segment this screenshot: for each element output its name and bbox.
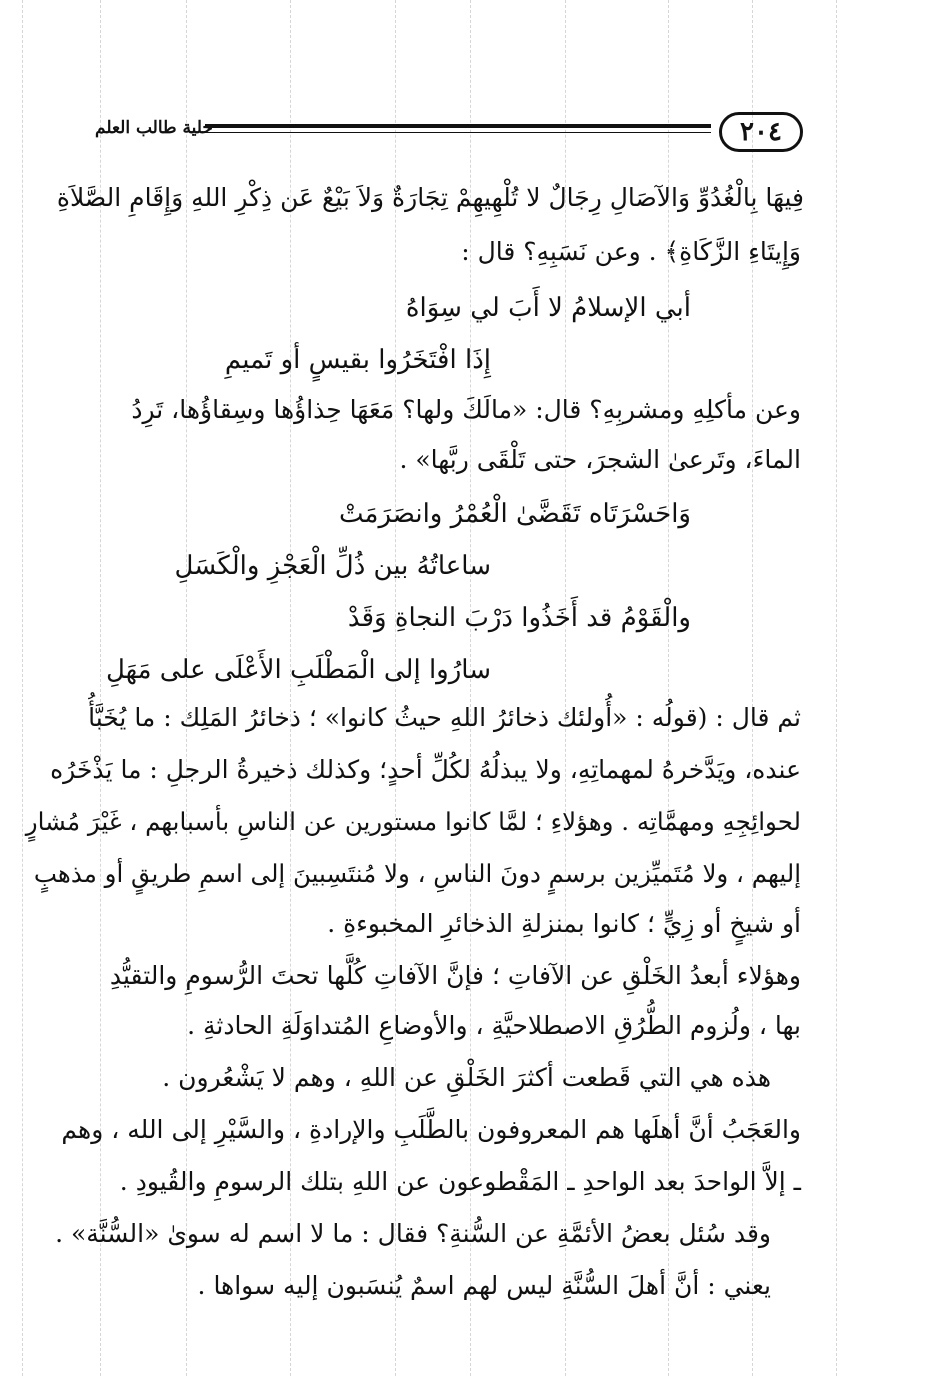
text-line: الماءَ، وتَرعىٰ الشجرَ، حتى تَلْقَى ربَّها» .	[399, 445, 801, 474]
text-line: وعن مأكلِهِ ومشربِهِ؟ قال: «مالَكَ ولها؟ مَعَهَا حِذاؤُها وسِقاؤُها، تَرِدُ	[131, 395, 801, 424]
verse-line: سارُوا إلى الْمَطْلَبِ الأَعْلَى على مَهَلِ	[105, 655, 491, 685]
text-line: لحوائِجِهِ ومهمَّاتِه . وهؤلاءِ ؛ لمَّا كانوا مستورين عن الناسِ بأسبابهم ، غَيْرَ مُشارٍ	[25, 807, 801, 836]
verse-line: إِذَا افْتَخَرُوا بقيسٍ أو تَميمِ	[224, 345, 491, 375]
text-line: وقد سُئل بعضُ الأئمَّةِ عن السُّنةِ؟ فقال : ما لا اسم له سوىٰ «السُّنَّة» .	[55, 1219, 771, 1248]
text-line: ثم قال : (قولُه : «أُولئك ذخائرُ اللهِ حيثُ كانوا» ؛ ذخائرُ المَلِك : ما يُخَبَّأُ	[88, 703, 801, 732]
text-line: أو شيخٍ أو زِيٍّ ؛ كانوا بمنزلةِ الذخائرِ المخبوءةِ .	[327, 909, 801, 938]
text-line: عنده، ويَدَّخرهُ لمهماتِهِ، ولا يبذلُهُ لكُلِّ أحدٍ؛ وكذلك ذخيرةُ الرجلِ : ما يَذْخَرُه	[50, 755, 801, 784]
book-title: حلية طالب العلم	[95, 118, 213, 138]
text-line: فِيهَا بِالْغُدُوِّ وَالآصَالِ رِجَالٌ لا تُلْهِيهِمْ تِجَارَةٌ وَلاَ بَيْعٌ عَن ذِكْرِ اللهِ وَإِقَامِ الصَّلاَةِ	[56, 183, 804, 212]
text-line: ـ إلاَّ الواحدَ بعد الواحدِ ـ المَقْطوعون عن اللهِ بتلك الرسومِ والقُيودِ .	[119, 1167, 801, 1196]
page-number: ٢٠٤	[719, 112, 803, 152]
header-rule	[205, 124, 711, 133]
verse-line: ساعاتُهُ بين ذُلِّ الْعَجْزِ والْكَسَلِ	[174, 551, 491, 581]
verse-line: أبي الإسلامُ لا أَبَ لي سِوَاهُ	[405, 293, 691, 323]
text-line: إليهم ، ولا مُتَميِّزين برسمٍ دونَ الناسِ ، ولا مُنتَسِبينَ إلى اسمِ طريقٍ أو مذهبٍ	[33, 859, 801, 888]
verse-line: وَاحَسْرَتَاه تَقَضَّىٰ الْعُمْرُ وانصَرَمَتْ	[338, 499, 691, 529]
text-line: وهؤلاء أبعدُ الخَلْقِ عن الآفاتِ ؛ فإنَّ الآفاتِ كُلَّها تحتَ الرُّسومِ والتقيُّدِ	[109, 961, 801, 990]
text-line: هذه هي التي قَطعت أكثرَ الخَلْقِ عن اللهِ ، وهم لا يَشْعُرون .	[162, 1063, 771, 1092]
verse-line: والْقَوْمُ قد أَخَذُوا دَرْبَ النجاةِ وَقَدْ	[347, 603, 691, 633]
text-line: وَإِيتَاءِ الزَّكَاةِ﴾ . وعن نَسَبِهِ؟ قال :	[461, 237, 801, 266]
text-line: يعني : أنَّ أهلَ السُّنَّةِ ليس لهم اسمٌ يُنسَبون إليه سواها .	[197, 1271, 771, 1300]
text-line: بها ، ولُزوم الطُّرُقِ الاصطلاحيَّةِ ، والأوضاعِ المُتداوَلَةِ الحادثةِ .	[187, 1011, 801, 1040]
page-header	[95, 104, 803, 154]
text-line: والعَجَبُ أنَّ أهلَها هم المعروفون بالطَّلَبِ والإرادةِ ، والسَّيْرِ إلى الله ، وهم	[61, 1115, 801, 1144]
